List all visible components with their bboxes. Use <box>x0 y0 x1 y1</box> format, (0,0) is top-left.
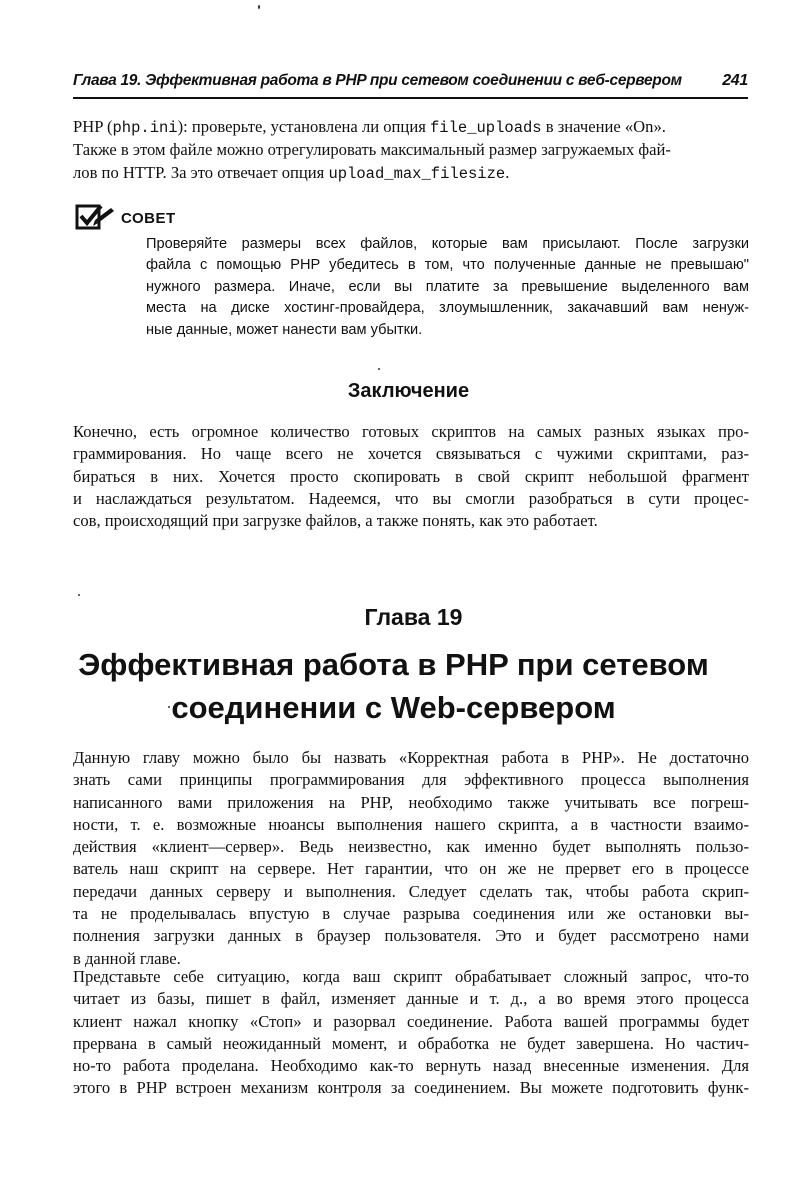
body-line: прервана в самый неожиданный момент, и обработка не будет завершена. Но частич- <box>73 1033 749 1053</box>
body-line: ности, т. е. возможные нюансы выполнения нашего скрипта, а в частности взаимо- <box>73 814 749 834</box>
body-line: читает из базы, пишет в файл, изменяет данные и т. д., а во время этого процесса <box>73 989 749 1009</box>
body-line: написанного вами приложения на PHP, необходимо также учитывать все погреш- <box>73 792 749 812</box>
tip-line: нужного размера. Иначе, если вы платите за превышение выделенного вам <box>146 278 749 295</box>
scan-speck <box>78 594 80 596</box>
body-line: передачи данных серверу и выполнения. Следует сделать так, чтобы работа скрип- <box>73 881 749 901</box>
body-paragraph-2 <box>73 966 749 1100</box>
chapter-title-line-1: Эффективная работа в PHP при сетевом <box>78 647 709 682</box>
conclusion-line: бираться в них. Хочется просто скопировать в свой скрипт небольшой фрагмент <box>73 466 749 486</box>
scan-speck <box>168 706 170 708</box>
body-line: но-то работа проделана. Необходимо как-то вернуть назад внесенные изменения. Для <box>73 1056 749 1076</box>
conclusion-line: граммирования. Но чаще всего не хочется связываться с чужими скриптами, раз- <box>73 444 749 464</box>
tip-line: ные данные, может нанести вам убытки. <box>146 321 423 338</box>
chapter-title-line-2: соединении с Web-сервером <box>171 690 616 725</box>
scan-speck <box>258 5 260 9</box>
body-line: знать сами принципы программирования для эффективного процесса выполнения <box>73 770 749 790</box>
page-number: 241 <box>722 72 748 89</box>
body-line: действия «клиент—сервер». Ведь неизвестно, как именно будет выполнять пользо- <box>73 837 749 857</box>
conclusion-line: Конечно, есть огромное количество готовых скриптов на самых разных языках про- <box>73 422 749 441</box>
scan-speck <box>378 368 380 370</box>
tip-body <box>146 234 749 341</box>
pencil-check-icon <box>75 202 115 234</box>
tip-line: Проверяйте размеры всех файлов, которые вам присылают. После загрузки <box>146 236 749 252</box>
body-paragraph-1 <box>73 747 749 970</box>
body-line: полнения загрузки данных в браузер пользователя. Это и будет рассмотрено нами <box>73 926 749 946</box>
tip-line: файла с помощью PHP убедитесь в том, что полученные данные не превышаю" <box>146 257 749 274</box>
intro-line-2: Также в этом файле можно отрегулировать максимальный размер загружаемых фай- <box>73 140 671 160</box>
intro-paragraph <box>73 116 749 185</box>
tip-label: СОВЕТ <box>121 210 176 227</box>
chapter-label: Глава 19 <box>364 604 463 630</box>
body-line: клиент нажал кнопку «Стоп» и разорвал соединение. Работа вашей программы будет <box>73 1011 749 1031</box>
body-line: в данной главе. <box>73 948 181 968</box>
chapter-title <box>0 643 787 729</box>
running-header <box>73 72 748 99</box>
conclusion-paragraph <box>73 421 749 532</box>
body-line: Данную главу можно было бы назвать «Корректная работа в PHP». Не достаточно <box>73 748 749 767</box>
intro-line-1: PHP (php.ini): проверьте, установлена ли опция file_uploads в значение «On». <box>73 117 666 137</box>
body-line: Представьте себе ситуацию, когда ваш скрипт обрабатывает сложный запрос, что-то <box>73 967 749 986</box>
tip-line: места на диске хостинг-провайдера, злоумышленник, закачавший вам ненуж- <box>146 300 749 317</box>
body-line: этого в PHP встроен механизм контроля за соединением. Вы можете подготовить функ- <box>73 1078 749 1098</box>
conclusion-line: сов, происходящий при загрузке файлов, а также понять, как это работает. <box>73 511 598 531</box>
body-line: та не проделывалась впустую в случае разрыва соединения или же остановки вы- <box>73 904 749 924</box>
conclusion-line: и наслаждаться результатом. Надеемся, что вы смогли разобраться в сути процес- <box>73 488 749 508</box>
body-line: ватель наш скрипт на сервере. Нет гарантии, что он же не прервет его в процессе <box>73 859 749 879</box>
intro-line-3: лов по HTTP. За это отвечает опция upload_max_filesize. <box>73 162 510 183</box>
running-header-title: Глава 19. Эффективная работа в PHP при сетевом соединении с веб-сервером <box>73 72 682 89</box>
section-title: Заключение <box>347 380 470 402</box>
